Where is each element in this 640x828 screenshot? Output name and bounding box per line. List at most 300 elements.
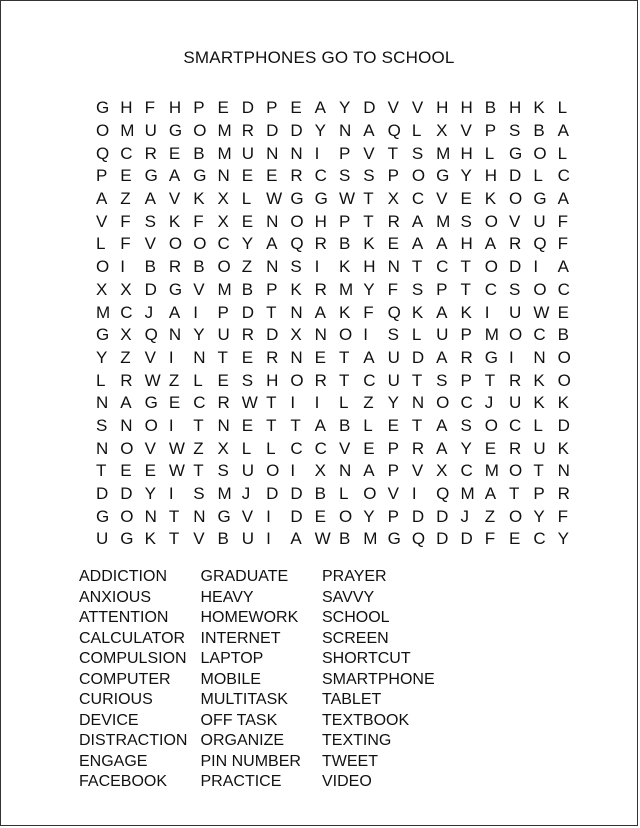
grid-letter: D [436, 529, 449, 549]
word-list-item: VIDEO [322, 773, 372, 790]
grid-letter: T [411, 257, 423, 277]
grid-letter: P [387, 506, 399, 526]
grid-letter: S [144, 211, 156, 231]
grid-letter: K [338, 257, 351, 277]
grid-letter: O [96, 121, 110, 141]
grid-row [96, 210, 582, 233]
grid-letter: M [436, 211, 451, 231]
grid-letter: R [509, 234, 522, 254]
grid-letter: Y [387, 393, 399, 413]
grid-letter: N [168, 325, 182, 345]
grid-letter: M [338, 279, 354, 299]
grid-letter: F [193, 211, 204, 231]
grid-letter: L [411, 121, 422, 141]
grid-letter: T [460, 257, 471, 277]
grid-letter: G [96, 325, 110, 345]
grid-letter: N [338, 121, 352, 141]
grid-letter: E [120, 166, 132, 186]
grid-letter: D [290, 121, 303, 141]
grid-letter: D [363, 98, 376, 118]
grid-letter: S [411, 143, 424, 163]
grid-letter: N [193, 506, 206, 526]
grid-letter: M [484, 461, 499, 481]
grid-letter: O [557, 370, 571, 390]
grid-letter: Y [460, 166, 472, 186]
grid-letter: E [557, 302, 569, 322]
grid-row [96, 369, 582, 392]
grid-row [96, 301, 582, 324]
grid-letter: N [411, 393, 425, 413]
grid-letter: Y [241, 234, 254, 254]
grid-letter: B [217, 529, 229, 549]
grid-letter: T [217, 347, 228, 367]
grid-letter: N [120, 415, 133, 435]
grid-letter: O [193, 121, 207, 141]
grid-row [96, 347, 582, 370]
grid-letter: R [387, 211, 400, 231]
grid-letter: F [557, 211, 569, 231]
grid-letter: P [484, 121, 497, 141]
grid-row [96, 233, 582, 256]
grid-row [96, 188, 582, 211]
grid-letter: C [290, 438, 303, 458]
grid-letter: O [484, 415, 498, 435]
grid-letter: T [266, 393, 277, 413]
grid-letter: Z [193, 438, 204, 458]
grid-letter: M [96, 302, 111, 322]
grid-letter: C [557, 279, 570, 299]
grid-letter: A [314, 302, 327, 322]
grid-row [96, 415, 582, 438]
grid-letter: I [168, 347, 174, 367]
word-list-item: COMPULSION [79, 650, 187, 667]
grid-letter: O [266, 461, 280, 481]
word-list-item: CALCULATOR [79, 629, 186, 647]
grid-letter: P [193, 98, 205, 118]
grid-letter: E [387, 415, 399, 435]
grid-letter: A [168, 166, 181, 186]
grid-letter: T [509, 484, 520, 504]
grid-letter: V [436, 189, 448, 209]
grid-row [96, 483, 582, 506]
grid-letter: T [193, 461, 204, 481]
word-list-item: SMARTPHONE [322, 670, 435, 688]
grid-letter: V [144, 438, 156, 458]
grid-letter: J [484, 393, 494, 413]
grid-letter: T [411, 370, 423, 390]
grid-letter: E [144, 461, 156, 481]
grid-letter: Y [363, 279, 375, 299]
word-list-item: HOMEWORK [200, 609, 299, 626]
grid-letter: S [338, 166, 351, 186]
grid-letter: M [460, 484, 475, 504]
grid-letter: M [217, 279, 232, 299]
grid-row [96, 460, 582, 483]
grid-letter: B [241, 279, 254, 299]
grid-letter: R [120, 370, 133, 390]
page-title: SMARTPHONES GO TO SCHOOL [183, 48, 455, 67]
grid-letter: O [533, 143, 547, 163]
word-list-item: MULTITASK [200, 691, 288, 708]
word-list-item: PRAYER [322, 568, 387, 585]
grid-letter: N [290, 302, 303, 322]
grid-letter: S [411, 279, 424, 299]
word-list-item: INTERNET [200, 629, 281, 647]
grid-letter: Q [290, 234, 304, 254]
word-list-item: ENGAGE [79, 752, 148, 770]
grid-letter: C [557, 166, 570, 186]
grid-letter: B [484, 98, 497, 118]
grid-letter: D [266, 121, 279, 141]
grid-letter: K [533, 98, 545, 118]
word-list-item: TEXTING [322, 732, 392, 749]
grid-letter: V [241, 506, 254, 526]
grid-letter: A [120, 393, 132, 413]
grid-letter: K [193, 189, 205, 209]
grid-letter: V [411, 461, 424, 481]
word-list-item: SCREEN [322, 629, 389, 647]
word-list-item: DEVICE [79, 711, 139, 729]
grid-letter: U [217, 325, 230, 345]
grid-letter: C [314, 438, 327, 458]
grid-letter: E [314, 506, 327, 526]
grid-letter: L [411, 325, 422, 345]
grid-letter: H [168, 98, 182, 118]
grid-letter: X [436, 121, 448, 141]
grid-letter: K [557, 393, 569, 413]
word-column-3 [322, 567, 444, 793]
grid-row [96, 279, 582, 302]
grid-letter: L [96, 234, 106, 254]
grid-row [96, 256, 582, 279]
grid-letter: O [363, 484, 377, 504]
grid-letter: F [484, 529, 496, 549]
grid-letter: A [411, 234, 424, 254]
grid-letter: U [387, 347, 400, 367]
grid-letter: V [193, 279, 205, 299]
grid-letter: R [411, 438, 425, 458]
grid-letter: O [509, 189, 523, 209]
grid-letter: O [484, 211, 498, 231]
grid-row [96, 505, 582, 528]
grid-letter: X [217, 438, 229, 458]
grid-letter: L [241, 189, 252, 209]
grid-letter: P [387, 461, 399, 481]
grid-letter: L [557, 143, 568, 163]
grid-row [96, 528, 582, 551]
grid-letter: L [557, 98, 568, 118]
grid-row [96, 120, 582, 143]
grid-letter: Y [363, 506, 375, 526]
grid-letter: S [217, 461, 229, 481]
grid-letter: Q [387, 302, 401, 322]
grid-letter: V [338, 438, 351, 458]
grid-letter: C [411, 189, 425, 209]
grid-letter: D [436, 506, 449, 526]
grid-letter: X [217, 189, 229, 209]
grid-letter: I [533, 257, 539, 277]
grid-letter: S [96, 415, 108, 435]
word-list-item: PRACTICE [200, 773, 282, 790]
grid-letter: I [509, 347, 514, 367]
grid-letter: O [120, 506, 134, 526]
grid-letter: R [314, 234, 327, 254]
grid-letter: P [338, 143, 351, 163]
grid-letter: V [460, 121, 472, 141]
grid-letter: L [484, 143, 495, 163]
grid-letter: X [96, 279, 108, 299]
grid-letter: N [266, 143, 279, 163]
grid-letter: J [144, 302, 154, 322]
grid-row [96, 324, 582, 347]
grid-letter: B [193, 143, 205, 163]
grid-letter: S [193, 484, 205, 504]
word-list-item: ORGANIZE [200, 732, 285, 749]
grid-letter: U [509, 302, 522, 322]
grid-letter: R [241, 121, 255, 141]
grid-letter: D [290, 484, 303, 504]
grid-letter: M [217, 121, 232, 141]
grid-letter: E [266, 166, 278, 186]
grid-letter: K [411, 302, 424, 322]
word-list-item: ANXIOUS [79, 588, 152, 606]
grid-letter: A [266, 234, 278, 254]
grid-letter: T [387, 143, 398, 163]
grid-letter: O [144, 415, 158, 435]
grid-letter: T [533, 461, 544, 481]
grid-letter: B [338, 234, 351, 254]
grid-letter: G [96, 506, 110, 526]
grid-letter: N [217, 166, 230, 186]
grid-letter: H [363, 257, 376, 277]
grid-letter: P [266, 279, 278, 299]
grid-letter: M [436, 143, 451, 163]
grid-letter: U [241, 461, 255, 481]
grid-letter: H [460, 143, 473, 163]
grid-row [96, 437, 582, 460]
grid-letter: R [217, 393, 230, 413]
grid-letter: G [484, 347, 498, 367]
grid-letter: G [217, 506, 231, 526]
grid-letter: L [96, 370, 106, 390]
grid-letter: D [411, 506, 425, 526]
grid-letter: G [144, 166, 158, 186]
grid-letter: C [460, 461, 473, 481]
grid-letter: A [290, 529, 302, 549]
grid-letter: D [266, 484, 279, 504]
grid-letter: V [387, 484, 399, 504]
grid-letter: B [338, 415, 351, 435]
grid-letter: U [387, 370, 400, 390]
grid-letter: T [338, 347, 350, 367]
grid-letter: E [484, 438, 497, 458]
grid-letter: G [314, 189, 328, 209]
grid-letter: T [363, 211, 374, 231]
grid-letter: C [314, 166, 327, 186]
grid-letter: M [217, 143, 232, 163]
grid-letter: T [290, 415, 301, 435]
grid-letter: E [120, 461, 132, 481]
grid-letter: C [217, 234, 230, 254]
word-list-item: MOBILE [200, 670, 261, 688]
grid-letter: Z [484, 506, 496, 526]
grid-letter: Q [387, 121, 401, 141]
grid-letter: U [144, 121, 157, 141]
grid-letter: M [363, 529, 378, 549]
grid-letter: D [411, 347, 425, 367]
grid-letter: M [484, 325, 499, 345]
grid-letter: Z [363, 393, 374, 413]
grid-letter: F [363, 302, 374, 322]
grid-letter: H [484, 166, 498, 186]
grid-letter: H [266, 370, 279, 390]
word-list-item: TWEET [322, 752, 378, 770]
grid-letter: G [509, 143, 523, 163]
grid-letter: V [411, 98, 424, 118]
grid-letter: B [193, 257, 205, 277]
grid-letter: L [533, 415, 543, 435]
grid-letter: L [266, 438, 276, 458]
grid-letter: G [168, 121, 183, 141]
word-list-item: COMPUTER [79, 670, 171, 688]
grid-letter: A [436, 438, 448, 458]
grid-letter: Z [120, 189, 131, 209]
word-list-item: SHORTCUT [322, 650, 411, 667]
grid-letter: Y [144, 484, 156, 504]
grid-letter: K [533, 370, 545, 390]
grid-letter: D [120, 484, 133, 504]
grid-letter: Q [411, 529, 426, 549]
grid-letter: Y [533, 506, 545, 526]
grid-letter: N [533, 347, 546, 367]
grid-letter: R [460, 347, 473, 367]
grid-letter: N [266, 211, 279, 231]
grid-letter: R [290, 166, 303, 186]
grid-letter: I [168, 415, 174, 435]
grid-letter: X [290, 325, 302, 345]
grid-letter: V [96, 211, 108, 231]
grid-letter: L [193, 370, 203, 390]
word-list-item: DISTRACTION [79, 732, 188, 749]
grid-letter: O [509, 506, 523, 526]
grid-letter: J [460, 506, 469, 526]
grid-letter: X [314, 461, 327, 481]
grid-letter: V [509, 211, 521, 231]
grid-letter: P [338, 211, 351, 231]
grid-letter: P [460, 370, 472, 390]
grid-letter: B [533, 121, 545, 141]
grid-letter: V [144, 234, 156, 254]
grid-letter: Q [96, 143, 110, 163]
word-list-item: FACEBOOK [79, 773, 168, 790]
grid-letter: I [314, 393, 320, 413]
grid-letter: P [387, 166, 399, 186]
grid-letter: J [241, 484, 251, 504]
grid-letter: U [509, 393, 522, 413]
grid-letter: D [509, 166, 522, 186]
grid-letter: E [290, 98, 302, 118]
grid-letter: R [144, 143, 157, 163]
grid-letter: F [557, 506, 569, 526]
grid-letter: G [387, 529, 401, 549]
grid-letter: Y [314, 121, 327, 141]
grid-letter: B [338, 529, 351, 549]
grid-letter: S [290, 257, 302, 277]
word-list-item: PIN NUMBER [200, 752, 301, 770]
grid-letter: L [338, 393, 349, 413]
grid-letter: I [411, 484, 417, 504]
grid-letter: K [168, 211, 181, 231]
grid-letter: P [387, 438, 399, 458]
grid-letter: G [144, 393, 158, 413]
grid-letter: K [338, 302, 351, 322]
grid-letter: Y [460, 438, 472, 458]
grid-letter: O [193, 234, 207, 254]
word-list-item: SAVVY [322, 588, 375, 606]
grid-letter: O [411, 166, 426, 186]
grid-letter: E [241, 415, 254, 435]
grid-letter: E [241, 211, 254, 231]
grid-letter: I [120, 257, 126, 277]
grid-letter: D [241, 98, 255, 118]
grid-letter: Q [144, 325, 158, 345]
grid-letter: O [168, 234, 183, 254]
word-list-item: ATTENTION [79, 609, 169, 626]
grid-letter: I [266, 529, 271, 549]
grid-letter: B [314, 484, 327, 504]
grid-letter: O [120, 438, 134, 458]
grid-letter: S [460, 415, 472, 435]
word-list-item: OFF TASK [200, 711, 278, 729]
grid-letter: B [144, 257, 156, 277]
grid-letter: S [363, 166, 375, 186]
grid-letter: K [290, 279, 302, 299]
grid-letter: X [387, 189, 399, 209]
grid-letter: G [96, 98, 110, 118]
grid-row [96, 142, 582, 165]
grid-letter: Z [168, 370, 180, 390]
grid-letter: E [217, 98, 229, 118]
grid-letter: I [314, 257, 320, 277]
grid-letter: M [120, 121, 135, 141]
grid-letter: Q [533, 234, 547, 254]
grid-letter: A [314, 98, 327, 118]
grid-letter: C [120, 302, 133, 322]
grid-letter: D [557, 415, 570, 435]
grid-letter: E [460, 189, 472, 209]
grid-letter: A [363, 461, 375, 481]
grid-letter: I [314, 143, 320, 163]
grid-letter: C [436, 257, 449, 277]
grid-letter: V [193, 529, 205, 549]
grid-letter: N [144, 506, 157, 526]
grid-letter: R [509, 370, 522, 390]
grid-letter: A [557, 121, 569, 141]
grid-letter: C [533, 325, 546, 345]
grid-letter: I [193, 302, 198, 322]
grid-letter: E [241, 347, 254, 367]
grid-letter: T [266, 415, 277, 435]
grid-letter: B [557, 325, 569, 345]
word-list-item: GRADUATE [200, 568, 289, 585]
grid-letter: L [363, 415, 373, 435]
grid-row [96, 165, 582, 188]
grid-letter: O [533, 279, 547, 299]
grid-letter: A [557, 257, 569, 277]
grid-letter: O [436, 393, 450, 413]
grid-letter: R [314, 279, 327, 299]
grid-letter: G [168, 279, 183, 299]
